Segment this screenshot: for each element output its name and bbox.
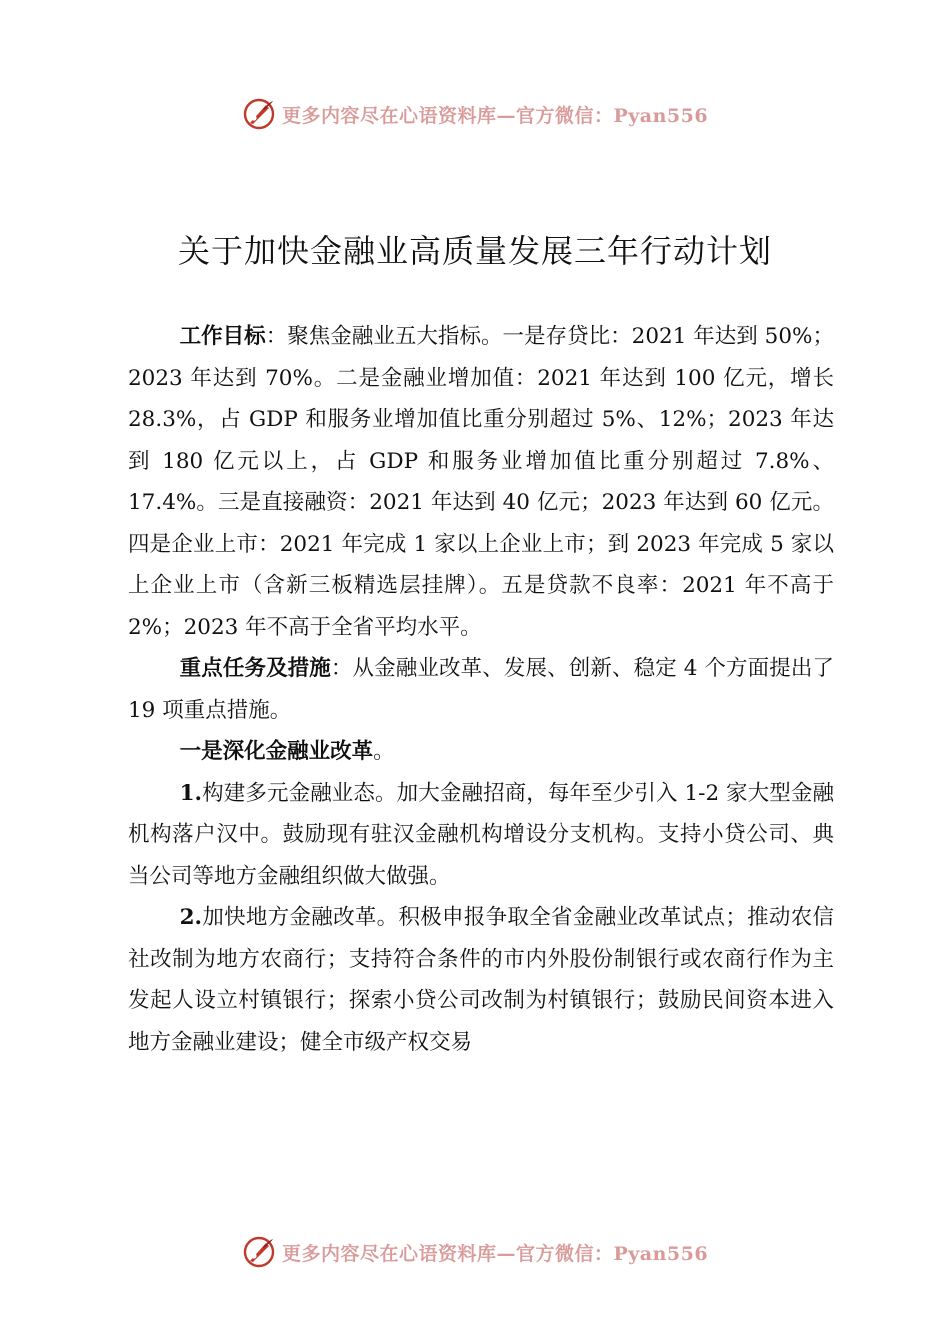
document-title: 关于加快金融业高质量发展三年行动计划: [177, 232, 772, 270]
watermark-text: 更多内容尽在心语资料库—官方微信：Pyan556: [281, 1242, 709, 1265]
paragraph-lead: 工作目标: [179, 324, 266, 349]
paragraph-lead: 一是深化金融业改革: [179, 739, 374, 764]
paragraph-lead: 1.: [179, 780, 203, 806]
quill-pen-logo-icon: [242, 1235, 276, 1269]
paragraph-lead: 2.: [179, 905, 203, 930]
paragraph-lead: 重点任务及措施: [179, 656, 331, 681]
paragraph-text: ：聚焦金融业五大指标。一是存贷比：2021 年达到 50%；2023 年达到 70%。二是金融业增加值：2021 年达到 100 亿元，增长 28.3%，占 GDP 和服务业增加值比重分别超过 5%、12%；2023 年达到 180 亿元以上，占 GDP 和服务业增加值比重分别超过 7.8%、17.4%。三是直接融资：2021 年达到 40 亿元；2023 年达到 60 亿元。四是企业上市：2021 年完成 1 家以上企业上市；到 2023 年完成 5 家以上企业上市（含新三板精选层挂牌）。五是贷款不良率：2021 年不高于 2%；2023 年不高于全省平均水平。: [128, 324, 834, 640]
section-heading-reform: [128, 731, 834, 773]
paragraph-text: 加快地方金融改革。积极申报争取全省金融业改革试点；推动农信社改制为地方农商行；支持符合条件的市内外股份制银行或农商行作为主发起人设立村镇银行；探索小贷公司改制为村镇银行；鼓励民间资本进入地方金融业建设；健全市级产权交易: [128, 905, 834, 1055]
paragraph-text: 。: [373, 739, 395, 764]
paragraph-item-2: [128, 897, 834, 1063]
header-watermark: [0, 94, 950, 134]
paragraph-text: 构建多元金融业态。加大金融招商，每年至少引入 1-2 家大型金融机构落户汉中。鼓励现有驻汉金融机构增设分支机构。支持小贷公司、典当公司等地方金融组织做大做强。: [128, 780, 834, 889]
paragraph-work-goals: [128, 316, 834, 648]
document-body: [128, 316, 834, 1063]
footer-watermark: [0, 1232, 950, 1272]
paragraph-text: ：从金融业改革、发展、创新、稳定 4 个方面提出了 19 项重点措施。: [128, 656, 834, 723]
quill-pen-logo-icon: [242, 97, 276, 131]
paragraph-item-1: [128, 773, 834, 898]
watermark-text: 更多内容尽在心语资料库—官方微信：Pyan556: [281, 104, 709, 127]
paragraph-key-tasks: [128, 648, 834, 731]
